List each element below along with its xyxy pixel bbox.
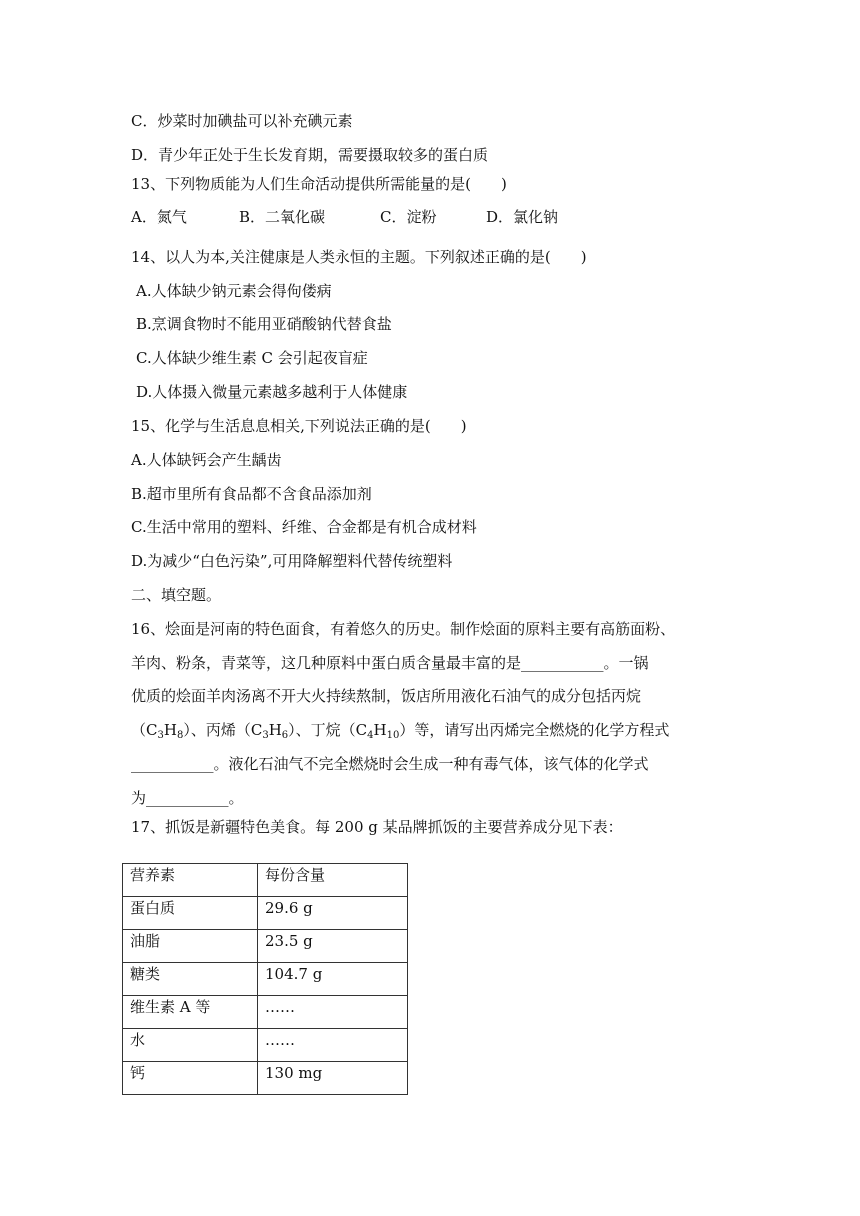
- table-row: [123, 930, 408, 963]
- q16-paragraph: [131, 619, 731, 809]
- q14-option-c: C.人体缺少维生素 C 会引起夜盲症: [136, 349, 368, 367]
- table-cell-nutrient: 蛋白质: [123, 897, 258, 930]
- table-header-cell: 每份含量: [258, 864, 408, 897]
- q16-line-4-tail: ）等，请写出丙烯完全燃烧的化学方程式: [399, 721, 670, 739]
- table-cell-nutrient: 钙: [123, 1062, 258, 1095]
- q15-option-d: D.为减少“白色污染”,可用降解塑料代替传统塑料: [131, 552, 453, 570]
- q12-option-c: C．炒菜时加碘盐可以补充碘元素: [131, 112, 353, 130]
- propane-h: H: [163, 721, 177, 739]
- table-header-row: [123, 864, 408, 897]
- q14-option-a: A.人体缺少钠元素会得佝偻病: [136, 282, 332, 300]
- q13-option-d: D．氯化钠: [486, 208, 559, 226]
- q14-stem: 14、以人为本,关注健康是人类永恒的主题。下列叙述正确的是( ): [131, 248, 587, 266]
- q16-line-6: 为___________。: [131, 789, 244, 807]
- propene-c-subscript: 3: [262, 730, 269, 741]
- table-cell-nutrient: 油脂: [123, 930, 258, 963]
- butane-h-subscript: 10: [386, 730, 400, 741]
- propene-h: H: [268, 721, 282, 739]
- table-row: [123, 1062, 408, 1095]
- table-header-cell: 营养素: [123, 864, 258, 897]
- q14-option-b: B.烹调食物时不能用亚硝酸钠代替食盐: [136, 315, 392, 333]
- propane-h-subscript: 8: [176, 730, 184, 741]
- propene-h-subscript: 6: [281, 730, 289, 741]
- q12-option-d: D．青少年正处于生长发育期，需要摄取较多的蛋白质: [131, 146, 489, 164]
- section-heading: 二、填空题。: [131, 586, 222, 604]
- table-cell-nutrient: 糖类: [123, 963, 258, 996]
- butane-c-subscript: 4: [367, 730, 374, 741]
- q13-options: [131, 207, 631, 227]
- q14-option-d: D.人体摄入微量元素越多越利于人体健康: [136, 383, 408, 401]
- nutrition-table: [122, 863, 408, 1095]
- table-cell-amount: 23.5 g: [258, 930, 408, 963]
- butane-h: H: [373, 721, 387, 739]
- table-row: [123, 1029, 408, 1062]
- table-row: [123, 996, 408, 1029]
- table-cell-amount: 104.7 g: [258, 963, 408, 996]
- q17-stem: 17、抓饭是新疆特色美食。每 200 g 某品牌抓饭的主要营养成分见下表：: [131, 818, 623, 836]
- q16-line-1: 16、烩面是河南的特色面食，有着悠久的历史。制作烩面的原料主要有高筋面粉、: [131, 620, 676, 638]
- table-cell-amount: ……: [258, 1029, 408, 1062]
- q13-stem: 13、下列物质能为人们生命活动提供所需能量的是( ): [131, 175, 507, 193]
- q16-line-5: ___________。液化石油气不完全燃烧时会生成一种有毒气体，该气体的化学式: [131, 755, 649, 773]
- table-cell-amount: 29.6 g: [258, 897, 408, 930]
- q13-option-c: C．淀粉: [380, 208, 437, 226]
- propane-open: （C: [131, 721, 158, 739]
- q13-option-a: A．氮气: [131, 208, 187, 226]
- butane-lead: ）、丁烷（C: [288, 721, 368, 739]
- table-row: [123, 897, 408, 930]
- q15-option-a: A.人体缺钙会产生龋齿: [131, 451, 282, 469]
- table-cell-amount: 130 mg: [258, 1062, 408, 1095]
- table-row: [123, 963, 408, 996]
- propane-c-subscript: 3: [157, 730, 164, 741]
- q15-option-c: C.生活中常用的塑料、纤维、合金都是有机合成材料: [131, 518, 477, 536]
- q16-line-4: [131, 720, 669, 740]
- table-cell-amount: ……: [258, 996, 408, 1029]
- q13-option-b: B．二氧化碳: [239, 208, 326, 226]
- table-cell-nutrient: 维生素 A 等: [123, 996, 258, 1029]
- q15-stem: 15、化学与生活息息相关,下列说法正确的是( ): [131, 417, 467, 435]
- q15-option-b: B.超市里所有食品都不含食品添加剂: [131, 485, 372, 503]
- q16-line-3: 优质的烩面羊肉汤离不开大火持续熬制，饭店所用液化石油气的成分包括丙烷: [131, 687, 642, 705]
- propene-lead: ）、丙烯（C: [183, 721, 263, 739]
- table-cell-nutrient: 水: [123, 1029, 258, 1062]
- q16-line-2: 羊肉、粉条，青菜等，这几种原料中蛋白质含量最丰富的是___________。一锅: [131, 654, 649, 672]
